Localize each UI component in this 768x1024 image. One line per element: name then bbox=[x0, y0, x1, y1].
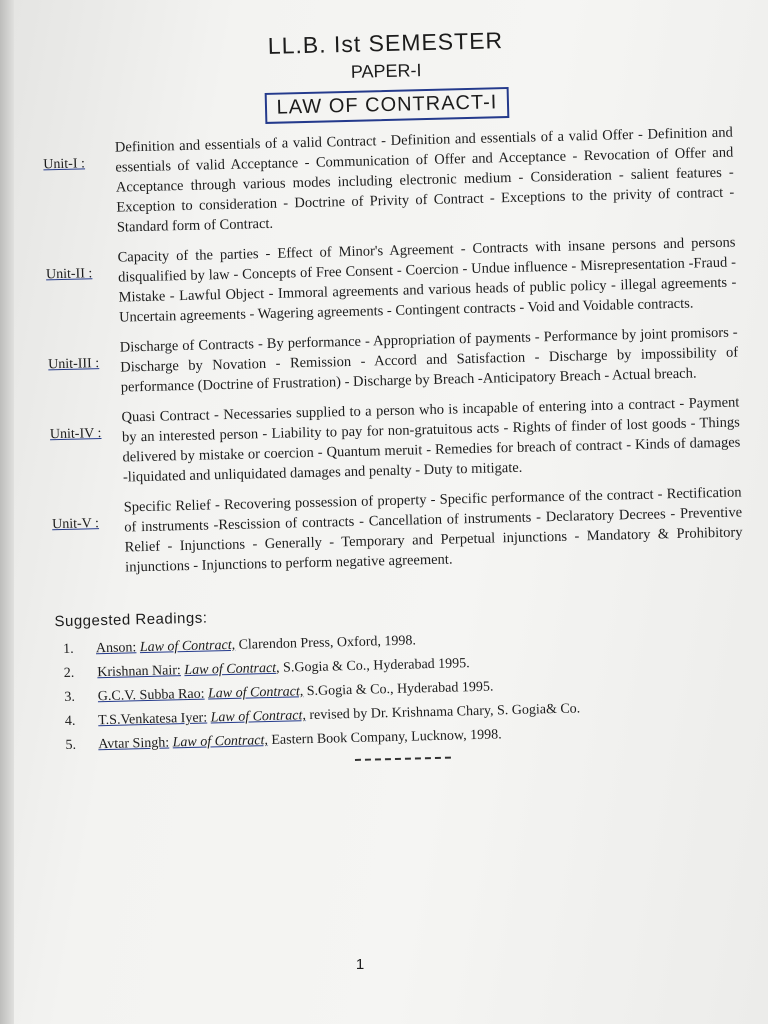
paper-title: PAPER-I bbox=[350, 60, 422, 82]
document-title: LL.B. Ist SEMESTER bbox=[267, 27, 504, 59]
reading-author: T.S.Venkatesa Iyer: bbox=[98, 710, 208, 729]
page-number: 1 bbox=[355, 956, 365, 973]
subject-title: LAW OF CONTRACT-I bbox=[264, 87, 509, 124]
binding-edge bbox=[0, 0, 14, 1024]
reading-author: Anson: bbox=[95, 640, 137, 657]
reading-details: Eastern Book Company, Lucknow, 1998. bbox=[271, 727, 502, 748]
reading-book: Law of Contract, bbox=[139, 637, 236, 656]
unit-label: Unit-IV : bbox=[49, 426, 102, 443]
header bbox=[40, 22, 731, 91]
reading-number: 1. bbox=[63, 641, 74, 658]
unit-text: Discharge of Contracts - By performance - Appropriation of payments - Performance by joint promisors - Discharge by Novation - Remission - Accord and Satisfaction - Discharge by impossibility of performance (Doctrine of Frustration) - Discharge by Breach -Anticipatory Breach - Actual breach. bbox=[119, 324, 739, 396]
unit-2 bbox=[45, 233, 737, 330]
reading-author: Avtar Singh: bbox=[98, 735, 170, 753]
reading-author: G.C.V. Subba Rao: bbox=[97, 686, 205, 705]
reading-book: Law of Contract, bbox=[210, 708, 307, 726]
readings-title: Suggested Readings: bbox=[54, 609, 208, 631]
closing-rule bbox=[355, 757, 451, 761]
unit-label: Unit-V : bbox=[51, 516, 100, 533]
unit-text: Quasi Contract - Necessaries supplied to a person who is incapable of entering into a contract - Payment by an interested person - Liability to pay for non-gratuitous acts - Rights of finder of lost goods - Things delivered by mistake or coercion - Quantum meruit - Remedies for breach of contract - Kinds of damages -liquidated and unliquidated damages and penalty - Duty to mitigate. bbox=[121, 394, 741, 486]
readings-list bbox=[55, 621, 748, 758]
reading-number: 3. bbox=[64, 689, 76, 706]
unit-text: Definition and essentials of a valid Contract - Definition and essentials of a valid Offer - Definition and essentials of valid Acceptance - Communication of Offer and Acceptance - Revocation of Offer and Acceptance through various modes including electronic medium - Consideration - salient features - Exception to consideration - Doctrine of Privity of Contract - Exceptions to the privity of contract - Standard form of Contract. bbox=[114, 124, 735, 236]
page-content bbox=[40, 16, 748, 769]
unit-label: Unit-I : bbox=[43, 156, 86, 173]
reading-author: Krishnan Nair: bbox=[97, 663, 182, 681]
reading-details: S.Gogia & Co., Hyderabad 1995. bbox=[306, 679, 494, 700]
reading-details: revised by Dr. Krishnama Chary, S. Gogia& Co. bbox=[309, 701, 581, 724]
unit-text: Capacity of the parties - Effect of Minor's Agreement - Contracts with insane persons and persons disqualified by law - Concepts of Free Consent - Coercion - Undue influence - Misrepresentation -Fraud - Mistake - Lawful Object - Immoral agreements and various heads of public policy - illegal agreements - Uncertain agreements - Wagering agreements - Contingent contracts - Void and Voidable contracts. bbox=[117, 234, 737, 326]
reading-number: 5. bbox=[65, 737, 77, 754]
unit-3 bbox=[48, 322, 739, 399]
unit-4 bbox=[49, 392, 741, 489]
reading-book: Law of Contract bbox=[184, 660, 277, 679]
unit-1 bbox=[43, 123, 735, 240]
unit-label: Unit-II : bbox=[45, 266, 93, 283]
reading-number: 4. bbox=[64, 713, 76, 730]
reading-book: Law of Contract, bbox=[172, 733, 269, 751]
unit-5 bbox=[52, 482, 744, 579]
reading-details: Clarendon Press, Oxford, 1998. bbox=[238, 633, 417, 653]
unit-label: Unit-III : bbox=[48, 356, 100, 373]
reading-details: , S.Gogia & Co., Hyderabad 1995. bbox=[275, 656, 470, 676]
reading-number: 2. bbox=[63, 665, 75, 682]
reading-book: Law of Contract, bbox=[207, 684, 304, 702]
subject-wrap bbox=[42, 82, 733, 130]
unit-text: Specific Relief - Recovering possession of property - Specific performance of the contract - Rectification of instruments -Rescission of contracts - Cancellation of instruments - Declaratory Decrees - Preventive Relief - Injunctions - Generally - Temporary and Perpetual injunctions - Mandatory & Prohibitory injunctions - Injunctions to perform negative agreement. bbox=[123, 484, 743, 576]
